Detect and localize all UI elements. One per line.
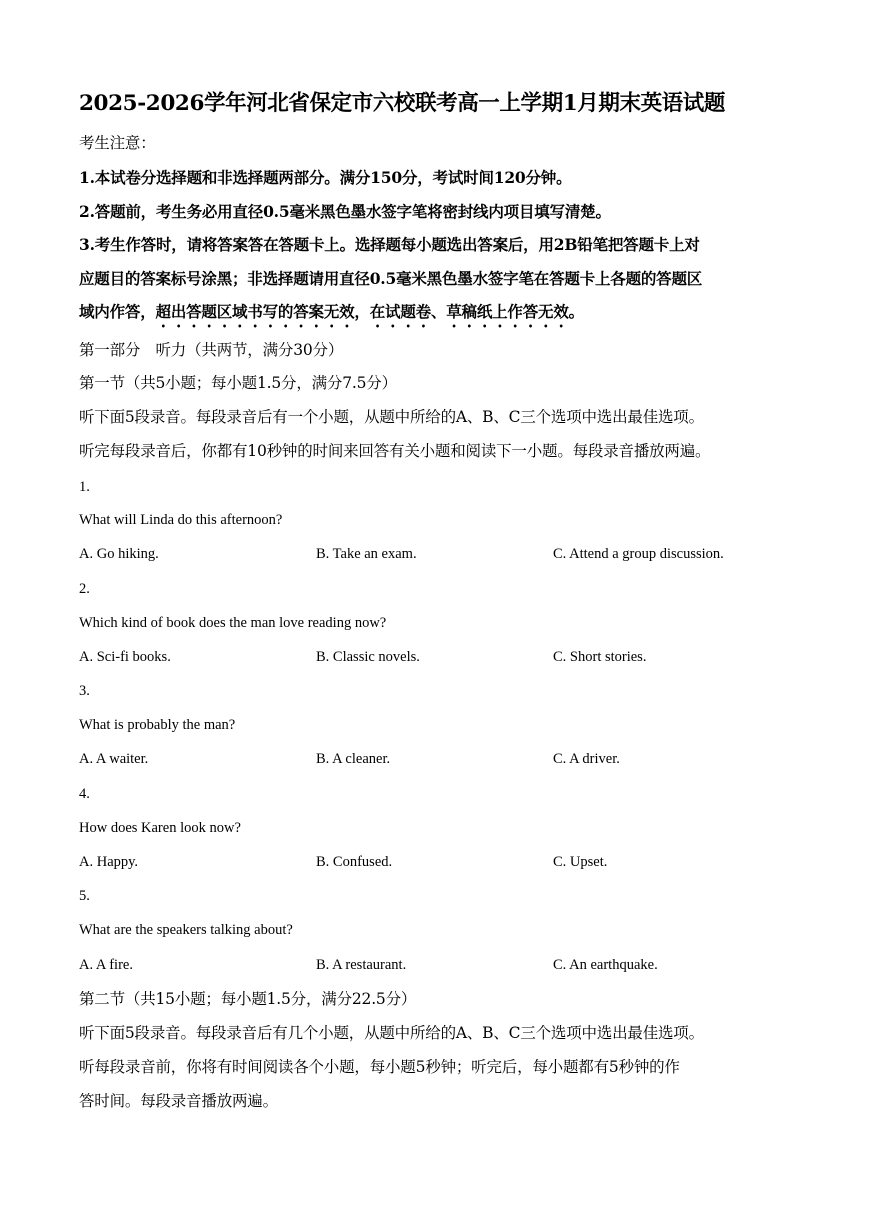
question-1-option-a: A. Go hiking.: [79, 546, 159, 562]
question-4-option-a: A. Happy.: [79, 854, 139, 870]
notice-item-3-line-1: 3.考生作答时，请将答案答在答题卡上。选择题每小题选出答案后，用2B铅笔把答题卡上对: [79, 235, 700, 254]
question-5-option-a: A. A fire.: [79, 957, 133, 973]
question-3-option-c: C. A driver.: [553, 751, 620, 767]
question-3-option-b: B. A cleaner.: [316, 751, 391, 767]
notice-item-3-emphasis-2: 在试题卷、草稿纸上作答无效: [369, 302, 569, 321]
page-title: 2025-2026学年河北省保定市六校联考高一上学期1月期末英语试题: [79, 91, 725, 116]
notice-item-1: 1.本试卷分选择题和非选择题两部分。满分150分，考试时间120分钟。: [79, 168, 572, 187]
section1-instruction-line-2: 听完每段录音后，你都有10秒钟的时间来回答有关小题和阅读下一小题。每段录音播放两遍。: [79, 442, 711, 460]
question-2-option-c: C. Short stories.: [553, 649, 647, 665]
part1-heading: 第一部分 听力（共两节，满分30分）: [79, 341, 344, 359]
notice-item-2: 2.答题前，考生务必用直径0.5毫米黑色墨水签字笔将密封线内项目填写清楚。: [79, 202, 611, 221]
question-4-option-b: B. Confused.: [316, 854, 393, 870]
notice-item-3-text-a: 域内作答，: [79, 302, 156, 321]
section2-heading: 第二节（共15小题；每小题1.5分，满分22.5分）: [79, 990, 417, 1008]
question-5-text: What are the speakers talking about?: [79, 922, 293, 938]
notice-item-3-line-2: 应题目的答案标号涂黑；非选择题请用直径0.5毫米黑色墨水签字笔在答题卡上各题的答题区: [79, 269, 703, 288]
question-5-option-b: B. A restaurant.: [316, 957, 407, 973]
section1-heading: 第一节（共5小题；每小题1.5分，满分7.5分）: [79, 374, 397, 392]
question-3-text: What is probably the man?: [79, 717, 236, 733]
question-3-option-a: A. A waiter.: [79, 751, 149, 767]
notice-item-3-text-c: ，: [354, 302, 370, 321]
question-1-option-c: C. Attend a group discussion.: [553, 546, 724, 562]
question-2-number: 2.: [79, 581, 90, 597]
section2-instruction-line-3: 答时间。每段录音播放两遍。: [79, 1092, 278, 1110]
question-4-number: 4.: [79, 786, 90, 802]
notice-item-3-line-3: [79, 300, 799, 331]
notice-item-3-emphasis-1: 超出答题区域书写的答案无效: [155, 302, 355, 321]
question-3-number: 3.: [79, 683, 90, 699]
section2-instruction-line-2: 听每段录音前，你将有时间阅读各个小题，每小题5秒钟；听完后，每小题都有5秒钟的作: [79, 1058, 680, 1076]
question-2-option-b: B. Classic novels.: [316, 649, 420, 665]
question-4-option-c: C. Upset.: [553, 854, 608, 870]
question-1-option-b: B. Take an exam.: [316, 546, 417, 562]
notice-item-3-text-e: 。: [568, 302, 584, 321]
section1-instruction-line-1: 听下面5段录音。每段录音后有一个小题，从题中所给的A、B、C三个选项中选出最佳选项。: [79, 408, 704, 426]
question-4-text: How does Karen look now?: [79, 820, 241, 836]
section2-instruction-line-1: 听下面5段录音。每段录音后有几个小题，从题中所给的A、B、C三个选项中选出最佳选项。: [79, 1024, 704, 1042]
question-5-number: 5.: [79, 888, 90, 904]
question-1-text: What will Linda do this afternoon?: [79, 512, 283, 528]
question-1-number: 1.: [79, 479, 90, 495]
question-5-option-c: C. An earthquake.: [553, 957, 658, 973]
notice-heading: 考生注意：: [79, 134, 156, 152]
question-2-text: Which kind of book does the man love reading now?: [79, 615, 387, 631]
question-2-option-a: A. Sci-fi books.: [79, 649, 171, 665]
